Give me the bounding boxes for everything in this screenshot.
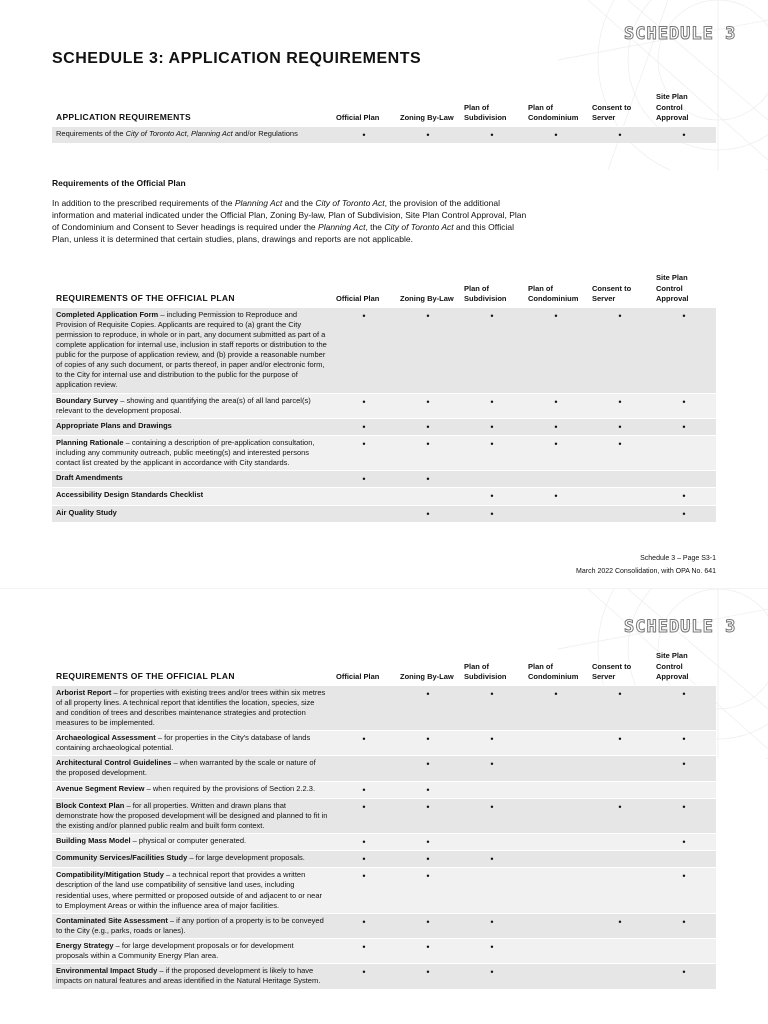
column-header: Official Plan [336,294,380,303]
column-header: Plan of Subdivision [464,283,507,303]
table-row [52,126,716,143]
column-header: Consent to Server [592,102,632,122]
empty-cell [524,471,588,488]
required-mark: • [460,939,524,964]
column-header: Site Plan Control Approval [656,273,689,303]
empty-cell [524,798,588,833]
empty-cell [332,756,396,781]
required-mark: • [396,307,460,393]
page-2 [0,589,768,1024]
requirement-description: – for properties in the City's database of lands containing archaeological potential. [56,733,311,753]
column-header: Site Plan Control Approval [656,92,689,122]
empty-cell [524,756,588,781]
required-mark: • [652,393,716,418]
requirement-description: Requirements of the City of Toronto Act, Planning Act and/or Regulations [56,128,298,138]
table-row [52,471,716,488]
requirement-description: – for large development proposals. [187,853,305,863]
required-mark: • [460,505,524,522]
requirement-cell [52,488,332,505]
required-mark: • [332,964,396,989]
required-mark: • [332,471,396,488]
column-header: Plan of Condominium [528,283,579,303]
required-mark: • [460,126,524,143]
required-mark: • [396,964,460,989]
column-header: Official Plan [336,113,380,122]
requirement-title: Archaeological Assessment [56,733,156,742]
table-body [52,126,716,143]
requirement-cell [52,505,332,522]
intro-paragraph: In addition to the prescribed requirements of the Planning Act and the City of Toronto Act, the provision of the additional information and material indicated under the Official Plan, Zoning By-law, Plan of Subdivision, Site Plan Control Approval, Plan of Condominium and Consent to Sever headings is required under the Planning Act, the City of Toronto Act and this Official Plan, unless it is determined that certain studies, plans, drawings and reports are not applicable. [52,198,527,244]
requirement-cell [52,913,332,938]
required-mark: • [588,731,652,756]
required-mark: • [332,393,396,418]
required-mark: • [588,435,652,470]
required-mark: • [652,756,716,781]
required-mark: • [588,685,652,731]
column-header: Zoning By-Law [400,113,454,122]
empty-cell [332,505,396,522]
required-mark: • [652,307,716,393]
table-header-row [52,90,716,126]
table-row [52,756,716,781]
required-mark: • [332,868,396,914]
empty-cell [588,834,652,851]
required-mark: • [652,964,716,989]
required-mark: • [396,731,460,756]
required-mark: • [332,435,396,470]
requirement-description: – containing a description of pre-application consultation, including any community outreach, public meeting(s) and interested persons contact list created by the applicant in accordance with City standards. [56,437,315,468]
footer-page-number: Schedule 3 – Page S3-1 [640,555,716,562]
schedule-tag: SCHEDULE 3 [624,24,737,44]
required-mark: • [524,435,588,470]
requirement-description: – if any portion of a property is to be conveyed to the City (e.g., parks, roads or lanes). [56,915,324,935]
section-title: Requirements of the Official Plan [52,178,186,188]
empty-cell [460,834,524,851]
column-header: Official Plan [336,672,380,681]
requirement-cell [52,868,332,914]
requirement-description: – when warranted by the scale or nature of the proposed development. [56,758,316,778]
column-header-requirements: REQUIREMENTS OF THE OFFICIAL PLAN [56,292,235,303]
required-mark: • [396,851,460,868]
page-title: SCHEDULE 3: APPLICATION REQUIREMENTS [52,50,422,67]
requirement-cell [52,471,332,488]
required-mark: • [460,913,524,938]
required-mark: • [332,126,396,143]
required-mark: • [460,964,524,989]
column-header-requirements: REQUIREMENTS OF THE OFFICIAL PLAN [56,670,235,681]
required-mark: • [396,913,460,938]
table-row [52,798,716,833]
required-mark: • [652,488,716,505]
required-mark: • [652,731,716,756]
required-mark: • [332,418,396,435]
column-header: Plan of Condominium [528,661,579,681]
requirement-description: – including Permission to Reproduce and Provision of Requisite Copies. Applicants are required to (a) grant the City permission to reproduce, in whole or in part, any document submitted as part of a complete application for internal use, inclusion in staff reports or distribution to the public for the purpose of application review, and (b) provide a reasonable number of copies of any such document, or parts thereof, in paper and/or electronic form, to the City for internal use and distribution to the public for the purpose of application review. [56,309,327,390]
required-mark: • [652,913,716,938]
required-mark: • [332,939,396,964]
required-mark: • [460,685,524,731]
requirement-cell [52,126,332,143]
requirement-cell [52,393,332,418]
official-plan-requirements-table-continued [52,649,716,989]
requirement-title: Boundary Survey [56,395,119,405]
requirement-cell [52,731,332,756]
column-header: Plan of Subdivision [464,102,507,122]
requirement-description: – for properties with existing trees and/or trees within six metres of all property lines. A technical report that identifies the location, species, size and condition of trees and describes maintenance strategies and protection measures to be implemented. [56,687,326,727]
requirement-title: Building Mass Model [56,836,131,846]
required-mark: • [396,126,460,143]
requirement-title: Environmental Impact Study [56,966,158,976]
requirement-cell [52,307,332,393]
column-header: Site Plan Control Approval [656,651,689,681]
requirement-cell [52,781,332,798]
required-mark: • [652,798,716,833]
empty-cell [652,471,716,488]
column-header: Zoning By-Law [400,294,454,303]
requirement-cell [52,851,332,868]
empty-cell [524,781,588,798]
required-mark: • [396,471,460,488]
requirement-title: Accessibility Design Standards Checklist [56,490,204,500]
required-mark: • [524,685,588,731]
required-mark: • [588,126,652,143]
empty-cell [588,505,652,522]
schedule-tag: SCHEDULE 3 [624,617,737,637]
requirement-description: – showing and quantifying the area(s) of all land parcel(s) relevant to the development proposal. [56,395,311,415]
requirement-description: – physical or computer generated. [130,836,247,846]
table-body [52,307,716,522]
required-mark: • [652,868,716,914]
required-mark: • [332,307,396,393]
requirement-cell [52,435,332,470]
requirement-title: Avenue Segment Review [56,783,145,793]
required-mark: • [524,418,588,435]
empty-cell [524,731,588,756]
required-mark: • [460,307,524,393]
empty-cell [652,851,716,868]
required-mark: • [588,798,652,833]
table-row [52,851,716,868]
required-mark: • [332,731,396,756]
empty-cell [524,851,588,868]
table-row [52,685,716,731]
empty-cell [588,781,652,798]
table-row [52,939,716,964]
official-plan-requirements-table [52,271,716,522]
empty-cell [524,913,588,938]
requirement-cell [52,964,332,989]
table-row [52,913,716,938]
table-row [52,505,716,522]
empty-cell [460,868,524,914]
table-header-row [52,649,716,685]
empty-cell [652,781,716,798]
requirement-description: – when required by the provisions of Section 2.2.3. [144,783,316,793]
required-mark: • [524,393,588,418]
requirement-cell [52,834,332,851]
required-mark: • [524,307,588,393]
column-header: Zoning By-Law [400,672,454,681]
requirement-title: Completed Application Form [56,309,159,319]
required-mark: • [588,418,652,435]
requirement-cell [52,685,332,731]
requirement-title: Contaminated Site Assessment [56,915,168,925]
required-mark: • [460,731,524,756]
required-mark: • [524,126,588,143]
required-mark: • [396,868,460,914]
column-header: Plan of Condominium [528,102,579,122]
requirement-description: – if the proposed development is likely to have impacts on natural features and areas identified in the Natural Heritage System. [56,966,321,986]
empty-cell [460,781,524,798]
required-mark: • [332,798,396,833]
required-mark: • [460,488,524,505]
required-mark: • [460,418,524,435]
required-mark: • [460,851,524,868]
required-mark: • [460,435,524,470]
requirement-title: Energy Strategy [56,941,114,951]
required-mark: • [652,834,716,851]
requirement-title: Planning Rationale [56,437,124,447]
required-mark: • [588,393,652,418]
requirement-description: – for large development proposals or for development proposals within a Community Energy Plan area. [56,941,294,961]
required-mark: • [396,781,460,798]
requirement-description: – for all properties. Written and drawn plans that demonstrate how the proposed development will be designed and planned to fit in the existing and/or planned public realm and built form context. [56,800,328,830]
requirement-title: Draft Amendments [56,473,123,483]
required-mark: • [396,756,460,781]
required-mark: • [396,798,460,833]
empty-cell [588,939,652,964]
page-footer [576,552,716,579]
column-header: Plan of Subdivision [464,661,507,681]
required-mark: • [524,488,588,505]
required-mark: • [460,393,524,418]
table-row [52,435,716,470]
table-row [52,488,716,505]
required-mark: • [396,435,460,470]
empty-cell [524,834,588,851]
required-mark: • [396,685,460,731]
required-mark: • [652,418,716,435]
required-mark: • [396,418,460,435]
requirement-title: Appropriate Plans and Drawings [56,420,172,430]
required-mark: • [588,913,652,938]
table-header-row [52,271,716,307]
required-mark: • [332,834,396,851]
required-mark: • [396,505,460,522]
empty-cell [396,488,460,505]
empty-cell [332,685,396,731]
empty-cell [588,471,652,488]
table-row [52,834,716,851]
requirement-cell [52,798,332,833]
empty-cell [460,471,524,488]
application-requirements-table [52,90,716,143]
required-mark: • [396,393,460,418]
required-mark: • [652,685,716,731]
required-mark: • [332,851,396,868]
requirement-title: Arborist Report [56,687,112,697]
empty-cell [524,868,588,914]
required-mark: • [396,834,460,851]
empty-cell [524,505,588,522]
requirement-title: Compatibility/Mitigation Study [56,870,164,880]
empty-cell [588,851,652,868]
empty-cell [588,964,652,989]
column-header-requirements: APPLICATION REQUIREMENTS [56,111,192,122]
required-mark: • [332,781,396,798]
requirement-cell [52,418,332,435]
required-mark: • [460,756,524,781]
required-mark: • [460,798,524,833]
empty-cell [588,488,652,505]
required-mark: • [588,307,652,393]
requirement-title: Community Services/Facilities Study [56,853,188,863]
requirement-title: Block Context Plan [56,800,125,810]
requirement-title: Architectural Control Guidelines [56,758,172,768]
table-row [52,418,716,435]
required-mark: • [396,939,460,964]
table-row [52,393,716,418]
empty-cell [652,435,716,470]
requirement-title: Air Quality Study [56,507,117,517]
requirement-cell [52,756,332,781]
column-header: Consent to Server [592,661,632,681]
empty-cell [588,868,652,914]
empty-cell [588,756,652,781]
table-row [52,781,716,798]
empty-cell [652,939,716,964]
empty-cell [524,939,588,964]
required-mark: • [652,505,716,522]
empty-cell [332,488,396,505]
requirement-description: – a technical report that provides a written description of the land use compatibility of sensitive land uses, including residential uses, where permitted or proposed outside of and adjacent to or near to Employment Areas or within the influence area of major facilities. [56,870,322,910]
table-row [52,307,716,393]
requirement-cell [52,939,332,964]
empty-cell [524,964,588,989]
required-mark: • [332,913,396,938]
table-row [52,868,716,914]
table-row [52,731,716,756]
table-body [52,685,716,989]
footer-consolidation: March 2022 Consolidation, with OPA No. 641 [576,568,716,576]
required-mark: • [652,126,716,143]
column-header: Consent to Server [592,283,632,303]
table-row [52,964,716,989]
